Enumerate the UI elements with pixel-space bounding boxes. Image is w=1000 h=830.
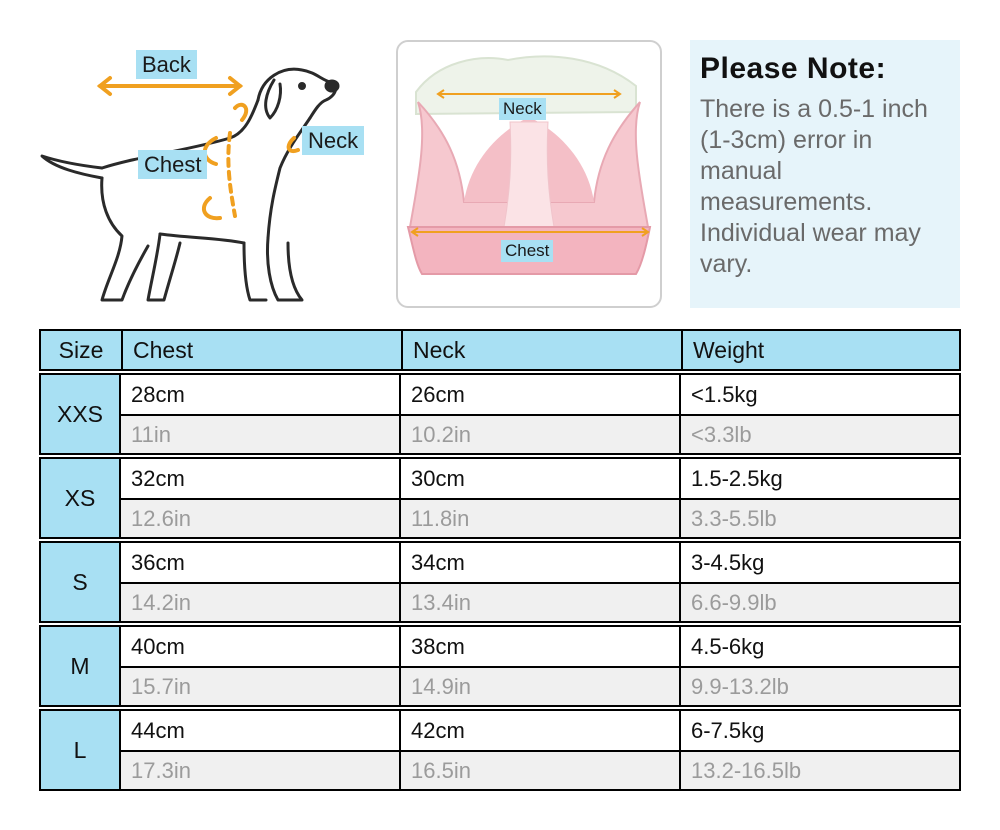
chest-in: 11in xyxy=(121,416,401,453)
weight-kg: 6-7.5kg xyxy=(691,718,765,743)
weight-lb: 6.6-9.9lb xyxy=(691,590,777,615)
header-chest: Chest xyxy=(121,331,401,369)
weight-kg: 4.5-6kg xyxy=(691,634,765,659)
neck-in: 10.2in xyxy=(401,416,681,453)
size-cell: XXS xyxy=(41,375,121,453)
table-row xyxy=(39,541,961,623)
header-weight: Weight xyxy=(681,331,959,369)
note-text: There is a 0.5-1 inch (1-3cm) error in manual measurements. Individual wear may vary. xyxy=(700,95,928,278)
harness-photo xyxy=(396,40,662,308)
chest-in: 17.3in xyxy=(121,752,401,789)
chest-in: 14.2in xyxy=(121,584,401,621)
chest-cm: 40cm xyxy=(121,627,401,666)
chest-label: Chest xyxy=(138,150,207,179)
size-cell: M xyxy=(41,627,121,705)
neck-cm: 38cm xyxy=(401,627,681,666)
table-row xyxy=(39,709,961,791)
note-box xyxy=(690,40,960,308)
table-row xyxy=(39,373,961,455)
chest-cm: 28cm xyxy=(121,375,401,414)
table-row xyxy=(39,457,961,539)
header-size: Size xyxy=(58,337,104,363)
neck-in: 13.4in xyxy=(401,584,681,621)
weight-kg: 3-4.5kg xyxy=(691,550,765,575)
chest-cm: 36cm xyxy=(121,543,401,582)
dog-measurement-figure xyxy=(30,38,380,313)
back-label: Back xyxy=(136,50,197,79)
neck-label: Neck xyxy=(302,126,364,155)
neck-in: 16.5in xyxy=(401,752,681,789)
harness-neck-label: Neck xyxy=(499,98,546,120)
size-table xyxy=(39,329,961,791)
table-row xyxy=(39,625,961,707)
weight-lb: <3.3lb xyxy=(691,422,752,447)
chest-cm: 32cm xyxy=(121,459,401,498)
neck-cm: 34cm xyxy=(401,543,681,582)
size-cell: XS xyxy=(41,459,121,537)
neck-in: 11.8in xyxy=(401,500,681,537)
chest-cm: 44cm xyxy=(121,711,401,750)
chest-in: 12.6in xyxy=(121,500,401,537)
neck-cm: 26cm xyxy=(401,375,681,414)
harness-chest-label: Chest xyxy=(501,240,553,262)
size-cell: S xyxy=(41,543,121,621)
weight-lb: 9.9-13.2lb xyxy=(691,674,789,699)
note-title: Please Note: xyxy=(700,52,887,85)
neck-in: 14.9in xyxy=(401,668,681,705)
weight-kg: <1.5kg xyxy=(691,382,758,407)
weight-kg: 1.5-2.5kg xyxy=(691,466,783,491)
chest-in: 15.7in xyxy=(121,668,401,705)
weight-lb: 3.3-5.5lb xyxy=(691,506,777,531)
harness-icon xyxy=(398,42,660,306)
table-header xyxy=(39,329,961,371)
neck-cm: 30cm xyxy=(401,459,681,498)
neck-cm: 42cm xyxy=(401,711,681,750)
size-cell: L xyxy=(41,711,121,789)
header-neck: Neck xyxy=(401,331,681,369)
weight-lb: 13.2-16.5lb xyxy=(691,758,802,783)
